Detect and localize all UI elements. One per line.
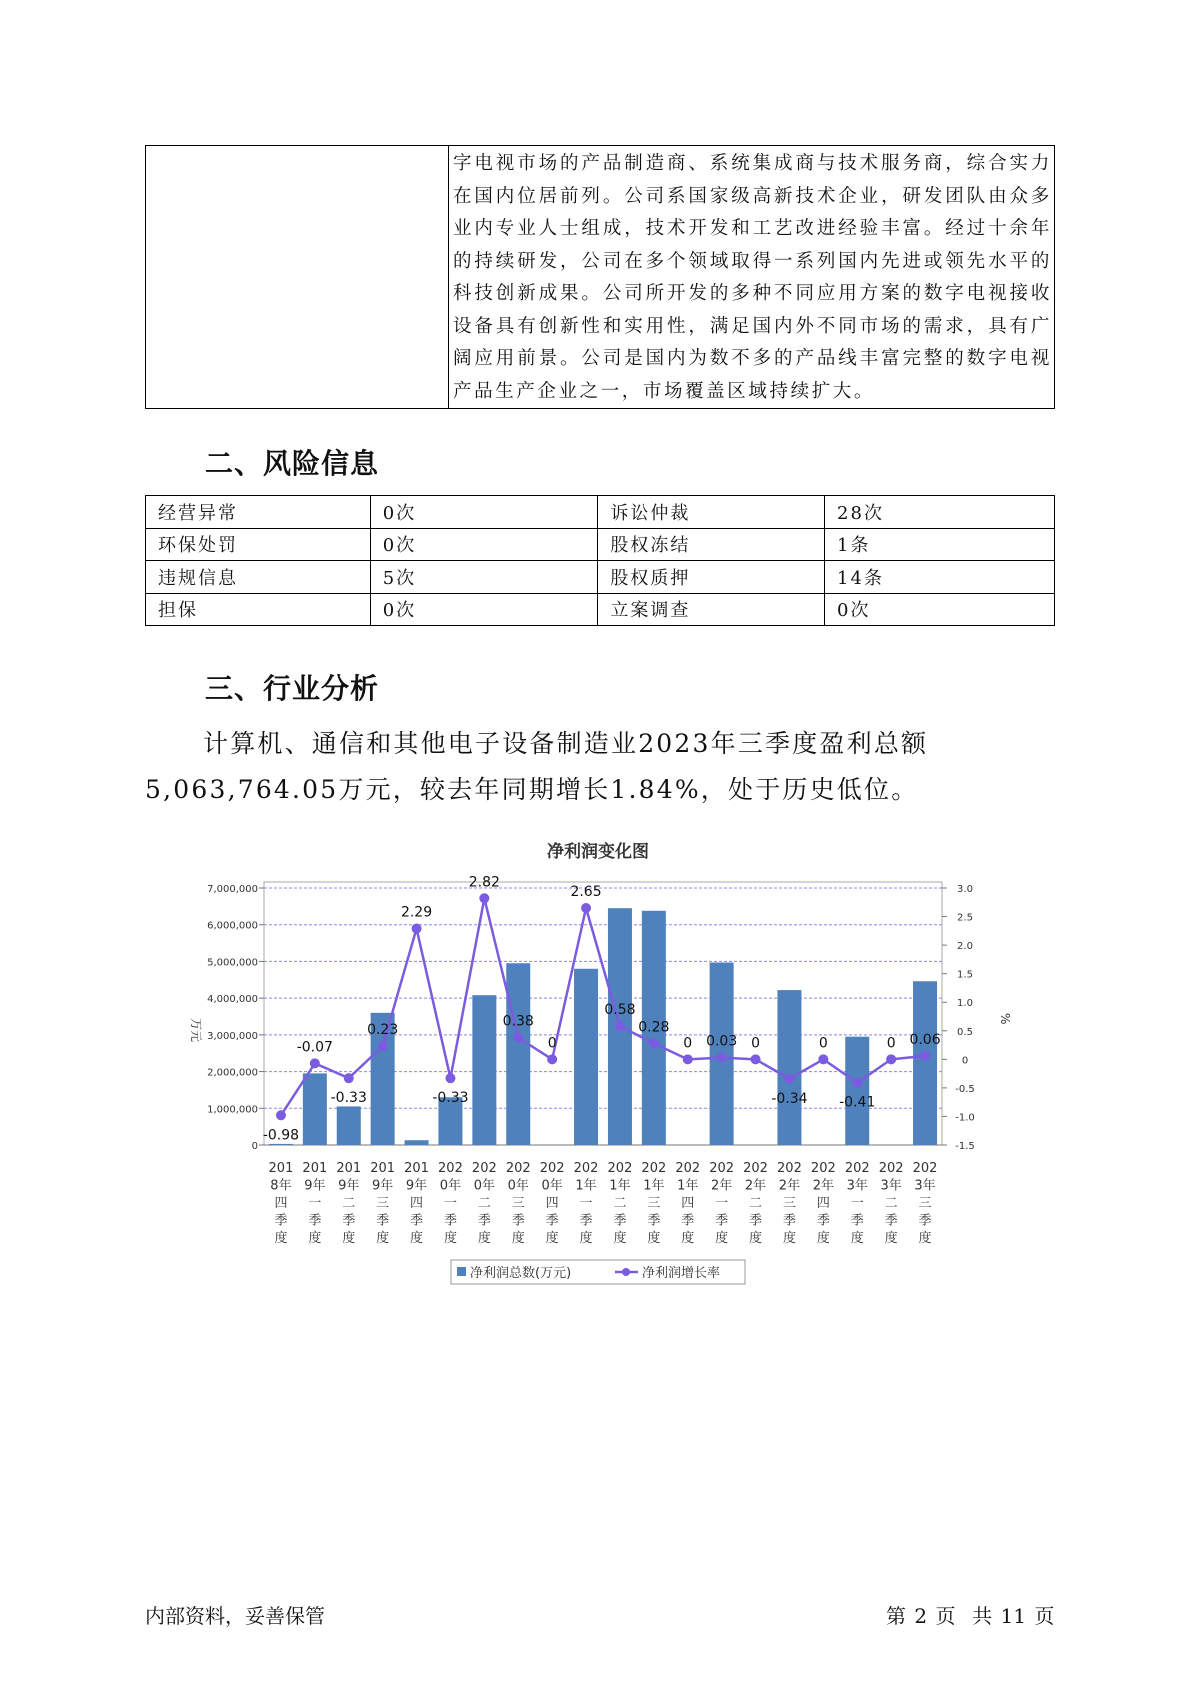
section-risk-title: 二、风险信息: [205, 447, 380, 480]
x-tick-label: 8年: [270, 1178, 292, 1194]
growth-rate-data-label: 2.65: [570, 883, 602, 900]
x-tick-label: 2年: [778, 1178, 801, 1194]
growth-rate-data-label: -0.41: [839, 1094, 876, 1111]
x-tick-label: 季: [647, 1213, 661, 1229]
risk-item-value: 5次: [370, 561, 598, 594]
growth-rate-point: [818, 1054, 828, 1064]
risk-item-label: 立案调查: [598, 593, 825, 626]
growth-rate-point: [479, 893, 489, 903]
growth-rate-data-label: -0.07: [296, 1039, 333, 1056]
x-tick-label: 9年: [304, 1178, 326, 1194]
x-tick-label: 9年: [405, 1178, 428, 1194]
growth-rate-data-label: 0.06: [909, 1031, 941, 1048]
x-tick-label: 2年: [711, 1178, 733, 1194]
x-tick-label: 202: [573, 1161, 599, 1176]
x-tick-label: 0年: [439, 1178, 462, 1194]
x-tick-label: 1年: [677, 1178, 699, 1194]
x-tick-label: 202: [878, 1161, 904, 1176]
x-tick-label: 202: [810, 1161, 836, 1176]
x-tick-label: 四: [274, 1196, 288, 1211]
y-tick-label: 0: [251, 1141, 258, 1152]
growth-rate-point: [513, 1033, 523, 1043]
growth-rate-point: [378, 1041, 388, 1051]
x-tick-label: 季: [918, 1213, 932, 1229]
growth-rate-point: [649, 1038, 659, 1048]
x-tick-label: 四: [681, 1196, 695, 1211]
x-tick-label: 季: [410, 1213, 424, 1229]
risk-item-label: 担保: [146, 593, 371, 626]
x-tick-label: 202: [675, 1161, 701, 1176]
y2-tick-label: 1.0: [957, 998, 973, 1010]
bar: [472, 995, 496, 1145]
x-tick-label: 二: [613, 1196, 627, 1211]
risk-item-label: 诉讼仲裁: [598, 496, 825, 529]
y-tick-label: 2,000,000: [207, 1067, 258, 1079]
x-tick-label: 202: [471, 1161, 497, 1176]
x-tick-label: 季: [782, 1213, 796, 1229]
y2-tick-label: 0: [961, 1055, 969, 1067]
x-tick-label: 9年: [338, 1178, 360, 1194]
x-tick-label: 202: [505, 1161, 531, 1176]
y2-tick-label: -0.5: [955, 1083, 975, 1095]
growth-rate-point: [615, 1021, 625, 1031]
x-tick-label: 四: [816, 1196, 830, 1211]
y-tick-label: 4,000,000: [207, 994, 258, 1006]
x-tick-label: 季: [342, 1213, 356, 1229]
x-tick-label: 度: [816, 1231, 830, 1246]
x-tick-label: 3年: [880, 1178, 902, 1194]
y-tick-label: 1,000,000: [207, 1104, 258, 1116]
x-tick-label: 度: [715, 1231, 729, 1246]
growth-rate-point: [683, 1054, 693, 1064]
x-tick-label: 一: [850, 1196, 864, 1211]
x-tick-label: 季: [477, 1213, 491, 1229]
growth-rate-data-label: 0: [818, 1035, 828, 1052]
x-tick-label: 一: [443, 1196, 457, 1211]
y2-tick-label: -1.0: [955, 1112, 975, 1124]
growth-rate-point: [852, 1078, 862, 1088]
risk-item-value: 0次: [370, 496, 598, 529]
growth-rate-data-label: 0.28: [638, 1019, 670, 1036]
company-intro-text: 字电视市场的产品制造商、系统集成商与技术服务商，综合实力在国内位居前列。公司系国家级高新技术企业，研发团队由众多业内专业人士组成，技术开发和工艺改进经验丰富。经过十余年的持续研发，公司在多个领域取得一系列国内先进或领先水平的科技创新成果。公司所开发的多种不同应用方案的数字电视接收设备具有创新性和实用性，满足国内外不同市场的需求，具有广阔应用前景。公司是国内为数不多的产品线丰富完整的数字电视产品生产企业之一，市场覆盖区域持续扩大。: [453, 153, 1052, 402]
risk-item-value: 0次: [825, 593, 1055, 626]
x-tick-label: 202: [743, 1161, 768, 1176]
section-industry-title: 三、行业分析: [205, 672, 380, 705]
x-tick-label: 度: [443, 1231, 457, 1246]
y2-tick-label: -1.5: [955, 1141, 975, 1152]
x-tick-label: 季: [681, 1213, 695, 1229]
x-tick-label: 202: [438, 1161, 463, 1176]
x-tick-label: 季: [274, 1213, 288, 1229]
x-tick-label: 度: [308, 1231, 322, 1246]
x-tick-label: 季: [443, 1213, 457, 1229]
y-tick-label: 7,000,000: [207, 884, 258, 895]
x-tick-label: 2年: [744, 1178, 767, 1194]
growth-rate-data-label: 0: [886, 1035, 896, 1052]
bar: [913, 981, 937, 1145]
analysis-paragraph-line2: 5,063,764.05万元，较去年同期增长1.84%，处于历史低位。: [145, 775, 919, 804]
x-tick-label: 202: [844, 1161, 870, 1176]
x-tick-label: 201: [336, 1161, 362, 1176]
x-tick-label: 度: [850, 1231, 864, 1246]
y2-tick-label: 2.0: [957, 941, 973, 953]
bar: [845, 1037, 869, 1145]
growth-rate-point: [547, 1054, 557, 1064]
x-tick-label: 201: [404, 1161, 429, 1176]
x-tick-label: 度: [613, 1231, 627, 1246]
growth-rate-point: [445, 1073, 455, 1083]
growth-rate-data-label: 0.03: [706, 1033, 738, 1050]
y2-tick-label: 1.5: [957, 969, 973, 981]
growth-rate-data-label: 2.82: [468, 874, 500, 891]
x-tick-label: 季: [715, 1213, 729, 1229]
x-tick-label: 度: [782, 1231, 796, 1246]
growth-rate-data-label: 0.38: [502, 1013, 534, 1030]
growth-rate-data-label: 0: [751, 1035, 761, 1052]
x-tick-label: 0年: [541, 1178, 563, 1194]
risk-item-label: 违规信息: [146, 561, 371, 594]
x-tick-label: 二: [342, 1196, 356, 1211]
x-tick-label: 度: [342, 1231, 356, 1246]
x-tick-label: 度: [647, 1231, 661, 1246]
footer-page-number: 第 2 页 共 11 页: [886, 1604, 1055, 1628]
risk-item-label: 环保处罚: [146, 528, 371, 561]
risk-item-value: 14条: [825, 561, 1055, 594]
growth-rate-data-label: 2.29: [400, 904, 433, 921]
y-tick-label: 6,000,000: [207, 920, 258, 932]
x-tick-label: 度: [410, 1231, 424, 1246]
x-tick-label: 1年: [575, 1178, 597, 1194]
y2-tick-label: 0.5: [957, 1026, 973, 1038]
x-tick-label: 二: [884, 1196, 898, 1211]
growth-rate-data-label: -0.98: [262, 1127, 300, 1144]
x-tick-label: 度: [579, 1231, 593, 1246]
x-tick-label: 季: [749, 1213, 763, 1229]
x-tick-label: 202: [777, 1161, 802, 1176]
growth-rate-data-label: 0.58: [604, 1002, 636, 1019]
x-tick-label: 二: [477, 1196, 491, 1211]
y-tick-label: 3,000,000: [207, 1030, 258, 1042]
x-tick-label: 四: [410, 1196, 424, 1211]
x-tick-label: 2年: [812, 1178, 834, 1194]
x-tick-label: 度: [918, 1231, 932, 1246]
growth-rate-point: [751, 1054, 761, 1064]
legend-line-marker: [622, 1268, 630, 1276]
chart-title: 净利润变化图: [547, 842, 649, 862]
x-tick-label: 季: [816, 1213, 830, 1229]
x-tick-label: 季: [613, 1213, 627, 1229]
x-tick-label: 度: [884, 1231, 898, 1246]
x-tick-label: 202: [912, 1161, 938, 1176]
risk-item-value: 0次: [370, 528, 598, 561]
growth-rate-data-label: -0.34: [771, 1090, 808, 1107]
growth-rate-data-label: -0.33: [330, 1090, 367, 1107]
growth-rate-point: [310, 1058, 320, 1068]
x-tick-label: 季: [308, 1213, 322, 1229]
x-tick-label: 度: [511, 1231, 525, 1246]
risk-item-value: 28次: [825, 496, 1055, 529]
x-tick-label: 201: [370, 1161, 396, 1176]
growth-rate-point: [344, 1073, 354, 1083]
y2-axis-label: %: [998, 1013, 1012, 1025]
growth-rate-point: [784, 1074, 794, 1084]
bar: [405, 1140, 429, 1145]
x-tick-label: 度: [274, 1231, 288, 1246]
y2-tick-label: 3.0: [957, 884, 973, 895]
analysis-paragraph-line1: 计算机、通信和其他电子设备制造业2023年三季度盈利总额: [203, 729, 929, 758]
x-tick-label: 度: [477, 1231, 491, 1246]
x-tick-label: 1年: [643, 1178, 665, 1194]
x-tick-label: 季: [545, 1213, 559, 1229]
bar: [777, 990, 801, 1145]
legend-line-label: 净利润增长率: [642, 1266, 721, 1281]
x-tick-label: 202: [709, 1161, 735, 1176]
bar: [337, 1106, 361, 1145]
bar: [574, 969, 598, 1145]
x-tick-label: 度: [545, 1231, 559, 1246]
x-tick-label: 9年: [372, 1178, 394, 1194]
x-tick-label: 3年: [914, 1178, 936, 1194]
x-tick-label: 度: [376, 1231, 390, 1246]
x-tick-label: 四: [545, 1196, 559, 1211]
x-tick-label: 季: [376, 1213, 390, 1229]
risk-item-label: 股权冻结: [598, 528, 825, 561]
x-tick-label: 202: [539, 1161, 565, 1176]
growth-rate-data-label: 0: [683, 1035, 693, 1052]
bar: [506, 963, 530, 1145]
x-tick-label: 202: [607, 1161, 633, 1176]
x-tick-label: 度: [681, 1231, 695, 1246]
y2-tick-label: 2.5: [957, 912, 973, 924]
bar: [303, 1073, 327, 1145]
growth-rate-point: [276, 1110, 286, 1120]
x-tick-label: 季: [511, 1213, 525, 1229]
growth-rate-data-label: -0.33: [432, 1090, 469, 1107]
growth-rate-point: [581, 903, 591, 913]
x-tick-label: 度: [749, 1231, 763, 1246]
x-tick-label: 201: [268, 1161, 294, 1176]
y-axis-label: 万元: [189, 1018, 203, 1043]
x-tick-label: 0年: [473, 1178, 495, 1194]
bar: [269, 1144, 293, 1145]
growth-rate-point: [412, 924, 422, 934]
risk-item-label: 股权质押: [598, 561, 825, 594]
x-tick-label: 3年: [846, 1178, 868, 1194]
growth-rate-data-label: 0.23: [367, 1022, 399, 1039]
risk-item-value: 1条: [825, 528, 1055, 561]
x-tick-label: 三: [511, 1196, 525, 1211]
x-tick-label: 一: [579, 1196, 593, 1211]
growth-rate-point: [886, 1054, 896, 1064]
x-tick-label: 一: [715, 1196, 729, 1211]
x-tick-label: 三: [918, 1196, 932, 1211]
x-tick-label: 三: [376, 1196, 390, 1211]
x-tick-label: 0年: [507, 1178, 529, 1194]
growth-rate-data-label: 0: [547, 1035, 557, 1052]
growth-rate-point: [920, 1051, 930, 1061]
x-tick-label: 202: [641, 1161, 667, 1176]
x-tick-label: 二: [749, 1196, 763, 1211]
x-tick-label: 201: [302, 1161, 328, 1176]
x-tick-label: 三: [782, 1196, 796, 1211]
x-tick-label: 季: [850, 1213, 864, 1229]
x-tick-label: 三: [647, 1196, 661, 1211]
x-tick-label: 季: [579, 1213, 593, 1229]
legend-bar-swatch: [457, 1267, 466, 1276]
x-tick-label: 1年: [609, 1178, 631, 1194]
y-tick-label: 5,000,000: [207, 957, 258, 969]
growth-rate-point: [717, 1053, 727, 1063]
legend-bar-label: 净利润总数(万元): [470, 1266, 572, 1281]
footer-confidential-note: 内部资料，妥善保管: [145, 1604, 325, 1628]
risk-item-value: 0次: [370, 593, 598, 626]
x-tick-label: 季: [884, 1213, 898, 1229]
x-tick-label: 一: [308, 1196, 322, 1211]
risk-item-label: 经营异常: [146, 496, 371, 529]
